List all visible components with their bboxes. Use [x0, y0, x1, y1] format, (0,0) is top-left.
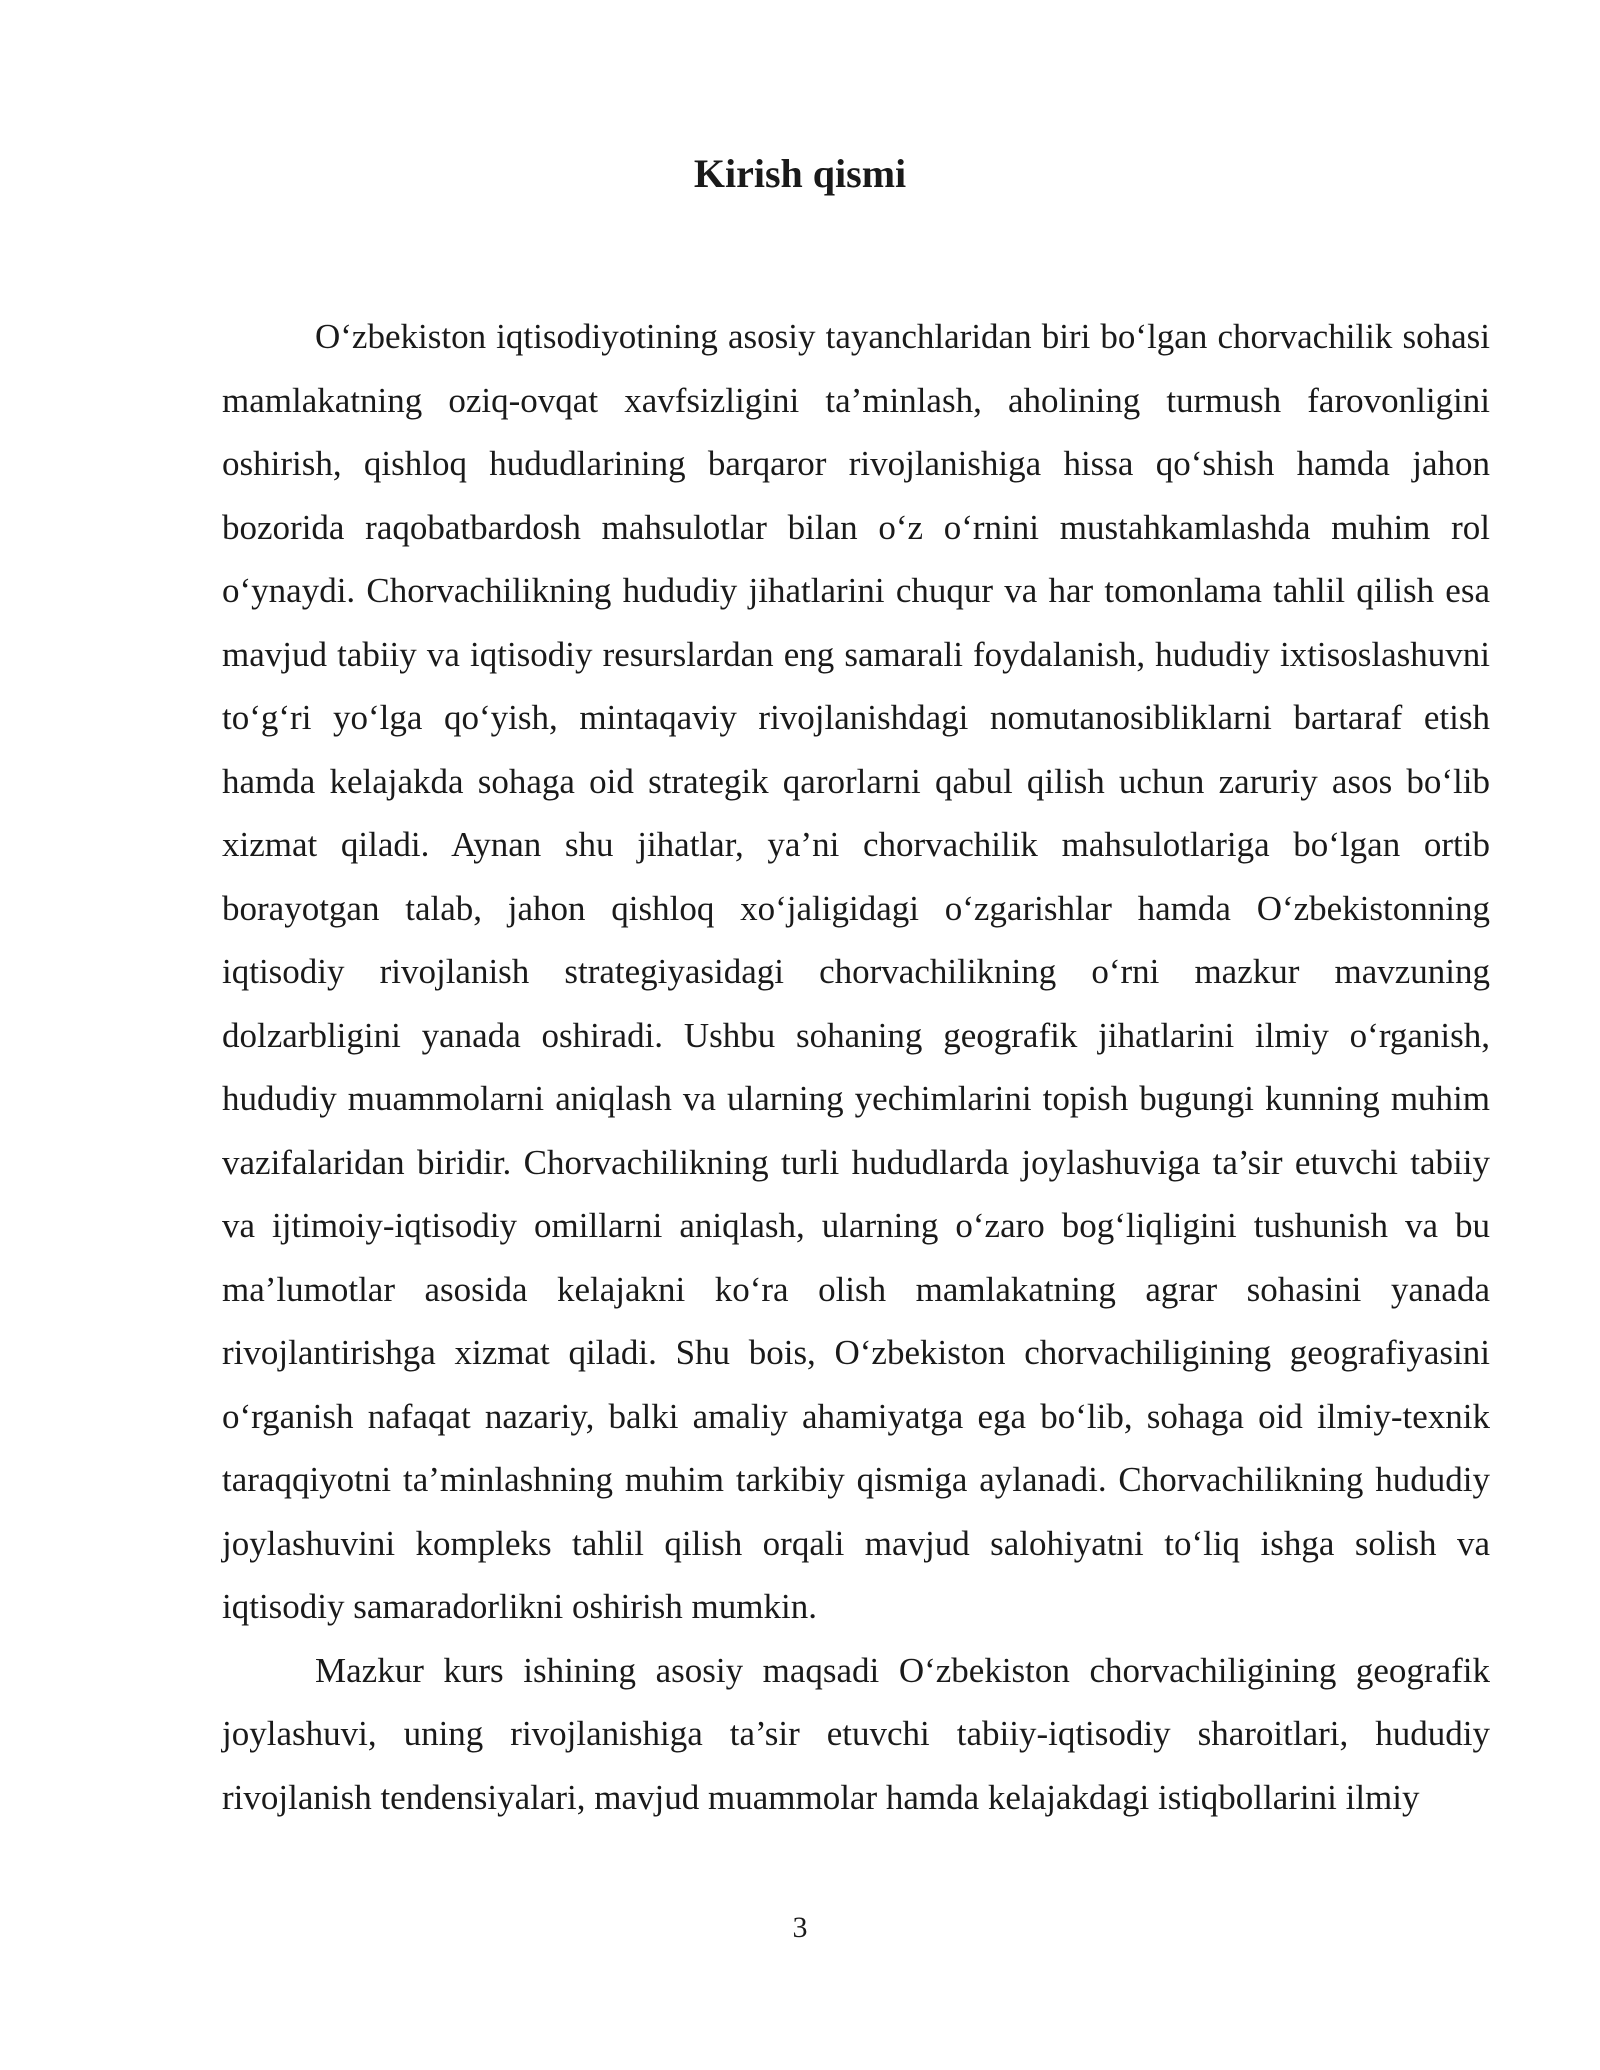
paragraph-intro: O‘zbekiston iqtisodiyotining asosiy tayanchlaridan biri bo‘lgan chorvachilik sohasi mamlakatning oziq-ovqat xavfsizligini ta’minlash, aholining turmush farovonligini oshirish, qishloq hududlarining barqaror rivojlanishiga hissa qo‘shish hamda jahon bozorida raqobatbardosh mahsulotlar bilan o‘z o‘rnini mustahkamlashda muhim rol o‘ynaydi. Chorvachilikning hududiy jihatlarini chuqur va har tomonlama tahlil qilish esa mavjud tabiiy va iqtisodiy resurslardan eng samarali foydalanish, hududiy ixtisoslashuvni to‘g‘ri yo‘lga qo‘yish, mintaqaviy rivojlanishdagi nomutanosibliklarni bartaraf etish hamda kelajakda sohaga oid strategik qarorlarni qabul qilish uchun zaruriy asos bo‘lib xizmat qiladi. Aynan shu jihatlar, ya’ni chorvachilik mahsulotlariga bo‘lgan ortib borayotgan talab, jahon qishloq xo‘jaligidagi o‘zgarishlar hamda O‘zbekistonning iqtisodiy rivojlanish strategiyasidagi chorvachilikning o‘rni mazkur mavzuning dolzarbligini yanada oshiradi. Ushbu sohaning geografik jihatlarini ilmiy o‘rganish, hududiy muammolarni aniqlash va ularning yechimlarini topish bugungi kunning muhim vazifalaridan biridir. Chorvachilikning turli hududlarda joylashuviga ta’sir etuvchi tabiiy va ijtimoiy-iqtisodiy omillarni aniqlash, ularning o‘zaro bog‘liqligini tushunish va bu ma’lumotlar asosida kelajakni ko‘ra olish mamlakatning agrar sohasini yanada rivojlantirishga xizmat qiladi. Shu bois, O‘zbekiston chorvachiligining geografiyasini o‘rganish nafaqat nazariy, balki amaliy ahamiyatga ega bo‘lib, sohaga oid ilmiy-texnik taraqqiyotni ta’minlashning muhim tarkibiy qismiga aylanadi. Chorvachilikning hududiy joylashuvini kompleks tahlil qilish orqali mavjud salohiyatni to‘liq ishga solish va iqtisodiy samaradorlikni oshirish mumkin.	[222, 317, 1490, 1626]
page-number: 3	[792, 1911, 808, 1944]
paragraph-aim: Mazkur kurs ishining asosiy maqsadi O‘zbekiston chorvachiligining geografik joylashuvi, uning rivojlanishiga ta’sir etuvchi tabiiy-iqtisodiy sharoitlari, hududiy rivojlanish tendensiyalari, mavjud muammolar hamda kelajakdagi istiqbollarini ilmiy	[222, 1650, 1490, 1817]
section-title: Kirish qismi	[693, 151, 907, 196]
body-text	[222, 305, 1490, 1829]
